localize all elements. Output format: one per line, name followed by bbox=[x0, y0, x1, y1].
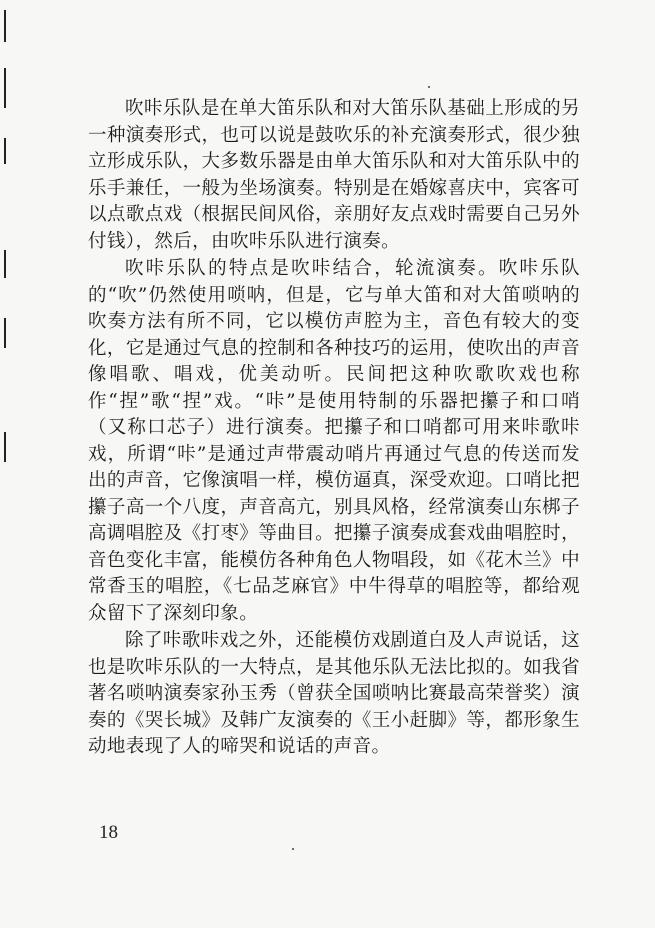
page-number: 18 bbox=[99, 822, 118, 843]
paragraph: 除了咔歌咔戏之外，还能模仿戏剧道白及人声说话，这也是吹咔乐队的一大特点，是其他乐队无法比拟的。如我省著名唢呐演奏家孙玉秀（曾获全国唢呐比赛最高荣誉奖）演奏的《哭长城》及韩广友演奏的《王小赶脚》等，都形象生动地表现了人的啼哭和说话的声音。 bbox=[88, 630, 580, 757]
scan-edge-mark bbox=[4, 138, 6, 164]
paragraph: 吹咔乐队是在单大笛乐队和对大笛乐队基础上形成的另一种演奏形式，也可以说是鼓吹乐的补充演奏形式，很少独立形成乐队，大多数乐器是由单大笛乐队和对大笛乐队中的乐手兼任，一般为坐场演奏。特别是在婚嫁喜庆中，宾客可以点歌点戏（根据民间风俗，亲朋好友点戏时需要自己另外付钱），然后，由吹咔乐队进行演奏。 bbox=[88, 98, 580, 252]
scan-edge-mark bbox=[4, 10, 6, 42]
scan-edge-mark bbox=[4, 432, 6, 462]
scan-edge-mark bbox=[4, 68, 6, 108]
scan-edge-mark bbox=[4, 250, 6, 278]
scan-speck bbox=[428, 86, 430, 88]
scan-edge-mark bbox=[4, 318, 6, 348]
body-text bbox=[88, 96, 580, 761]
paragraph: 吹咔乐队的特点是吹咔结合，轮流演奏。吹咔乐队的“吹”仍然使用唢呐，但是，它与单大笛和对大笛唢呐的吹奏方法有所不同，它以模仿声腔为主，音色有较大的变化，它是通过气息的控制和各种技巧的运用，使吹出的声音像唱歌、唱戏，优美动听。民间把这种吹歌吹戏也称作“捏”歌“捏”戏。“咔”是使用特制的乐器把攥子和口哨（又称口芯子）进行演奏。把攥子和口哨都可用来咔歌咔戏，所谓“咔”是通过声带震动哨片再通过气息的传送而发出的声音，它像演唱一样，模仿逼真，深受欢迎。口哨比把攥子高一个八度，声音高亢，别具风格，经常演奏山东梆子高调唱腔及《打枣》等曲目。把攥子演奏成套戏曲唱腔时，音色变化丰富，能模仿各种角色人物唱段，如《花木兰》中常香玉的唱腔，《七品芝麻官》中牛得草的唱腔等，都给观众留下了深刻印象。 bbox=[88, 258, 580, 624]
scan-speck bbox=[292, 848, 294, 850]
